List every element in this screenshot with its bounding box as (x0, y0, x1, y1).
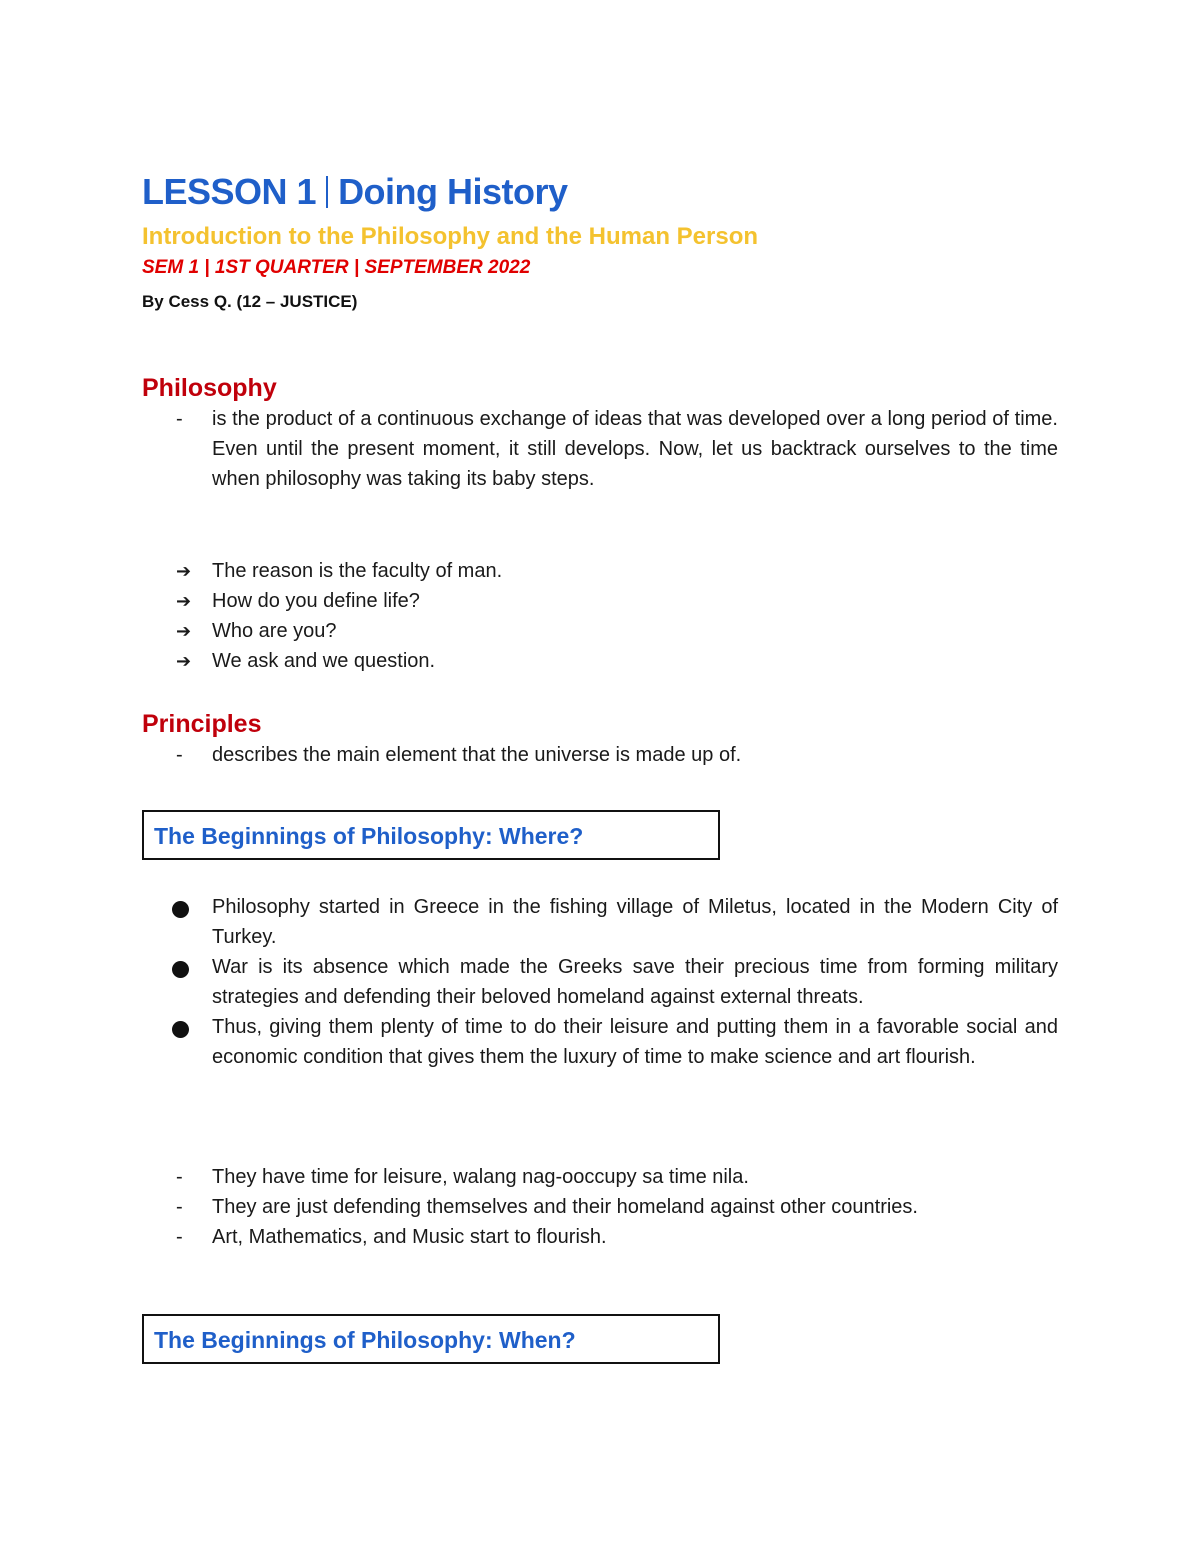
arrow-point-text: We ask and we question. (212, 650, 436, 672)
philosophy-definition: is the product of a continuous exchange of ideas that was developed over a long period of time. Even until the present moment, it still develops. Now, let us backtrack ourselves to the time when philosophy was taking its baby steps. (212, 408, 1058, 490)
arrow-point-text: The reason is the faculty of man. (212, 560, 503, 582)
lesson-title (142, 168, 1058, 216)
course-subtitle: Introduction to the Philosophy and the Human Person (142, 223, 759, 250)
principles-section (142, 708, 1058, 770)
philosophy-section (142, 372, 1058, 494)
list-item (142, 556, 1058, 586)
list-item (142, 404, 1058, 494)
when-heading-box: The Beginnings of Philosophy: When? (142, 1314, 720, 1364)
philosophy-definition-list (142, 404, 1058, 494)
where-notes (142, 1162, 1058, 1252)
where-heading-box: The Beginnings of Philosophy: Where? (142, 810, 720, 860)
note-text: They are just defending themselves and their homeland against other countries. (212, 1196, 918, 1218)
where-bullets (142, 892, 1058, 1072)
arrow-point-text: How do you define life? (212, 590, 420, 612)
principles-definition-list (142, 740, 1058, 770)
when-section-header (142, 1314, 1058, 1364)
bullet-dot-icon (172, 1021, 189, 1038)
title-separator (326, 176, 328, 208)
dash-marker: - (176, 1196, 183, 1218)
arrow-icon: ➔ (176, 621, 192, 641)
philosophy-arrow-list (142, 556, 1058, 676)
dash-marker: - (176, 408, 183, 430)
where-bullet-list (142, 892, 1058, 1072)
list-item (142, 1162, 1058, 1192)
arrow-point-text: Who are you? (212, 620, 337, 642)
list-item (142, 740, 1058, 770)
author-line: By Cess Q. (12 – JUSTICE) (142, 292, 358, 311)
document-header (142, 168, 1058, 314)
philosophy-heading: Philosophy (142, 374, 277, 402)
bullet-dot-icon (172, 961, 189, 978)
principles-definition: describes the main element that the universe is made up of. (212, 744, 742, 766)
dash-marker: - (176, 744, 183, 766)
bullet-dot-icon (172, 901, 189, 918)
list-item (142, 616, 1058, 646)
list-item (142, 952, 1058, 1012)
where-notes-list (142, 1162, 1058, 1252)
list-item (142, 1012, 1058, 1072)
philosophy-points (142, 556, 1058, 676)
note-text: Art, Mathematics, and Music start to flourish. (212, 1226, 607, 1248)
arrow-icon: ➔ (176, 561, 192, 581)
bullet-text: War is its absence which made the Greeks save their precious time from forming military strategies and defending their beloved homeland against external threats. (212, 956, 1058, 1008)
bullet-text: Thus, giving them plenty of time to do their leisure and putting them in a favorable social and economic condition that gives them the luxury of time to make science and art flourish. (212, 1016, 1058, 1068)
bullet-text: Philosophy started in Greece in the fishing village of Miletus, located in the Modern City of Turkey. (212, 896, 1058, 948)
list-item (142, 646, 1058, 676)
lesson-label: LESSON 1 (142, 171, 317, 212)
note-text: They have time for leisure, walang nag-ooccupy sa time nila. (212, 1166, 749, 1188)
lesson-topic: Doing History (338, 171, 568, 212)
dash-marker: - (176, 1166, 183, 1188)
list-item (142, 892, 1058, 952)
where-section-header (142, 810, 1058, 860)
dash-marker: - (176, 1226, 183, 1248)
list-item (142, 1192, 1058, 1222)
list-item (142, 1222, 1058, 1252)
principles-heading: Principles (142, 710, 262, 738)
list-item (142, 586, 1058, 616)
arrow-icon: ➔ (176, 591, 192, 611)
arrow-icon: ➔ (176, 651, 192, 671)
semester-line: SEM 1 | 1ST QUARTER | SEPTEMBER 2022 (142, 257, 531, 278)
